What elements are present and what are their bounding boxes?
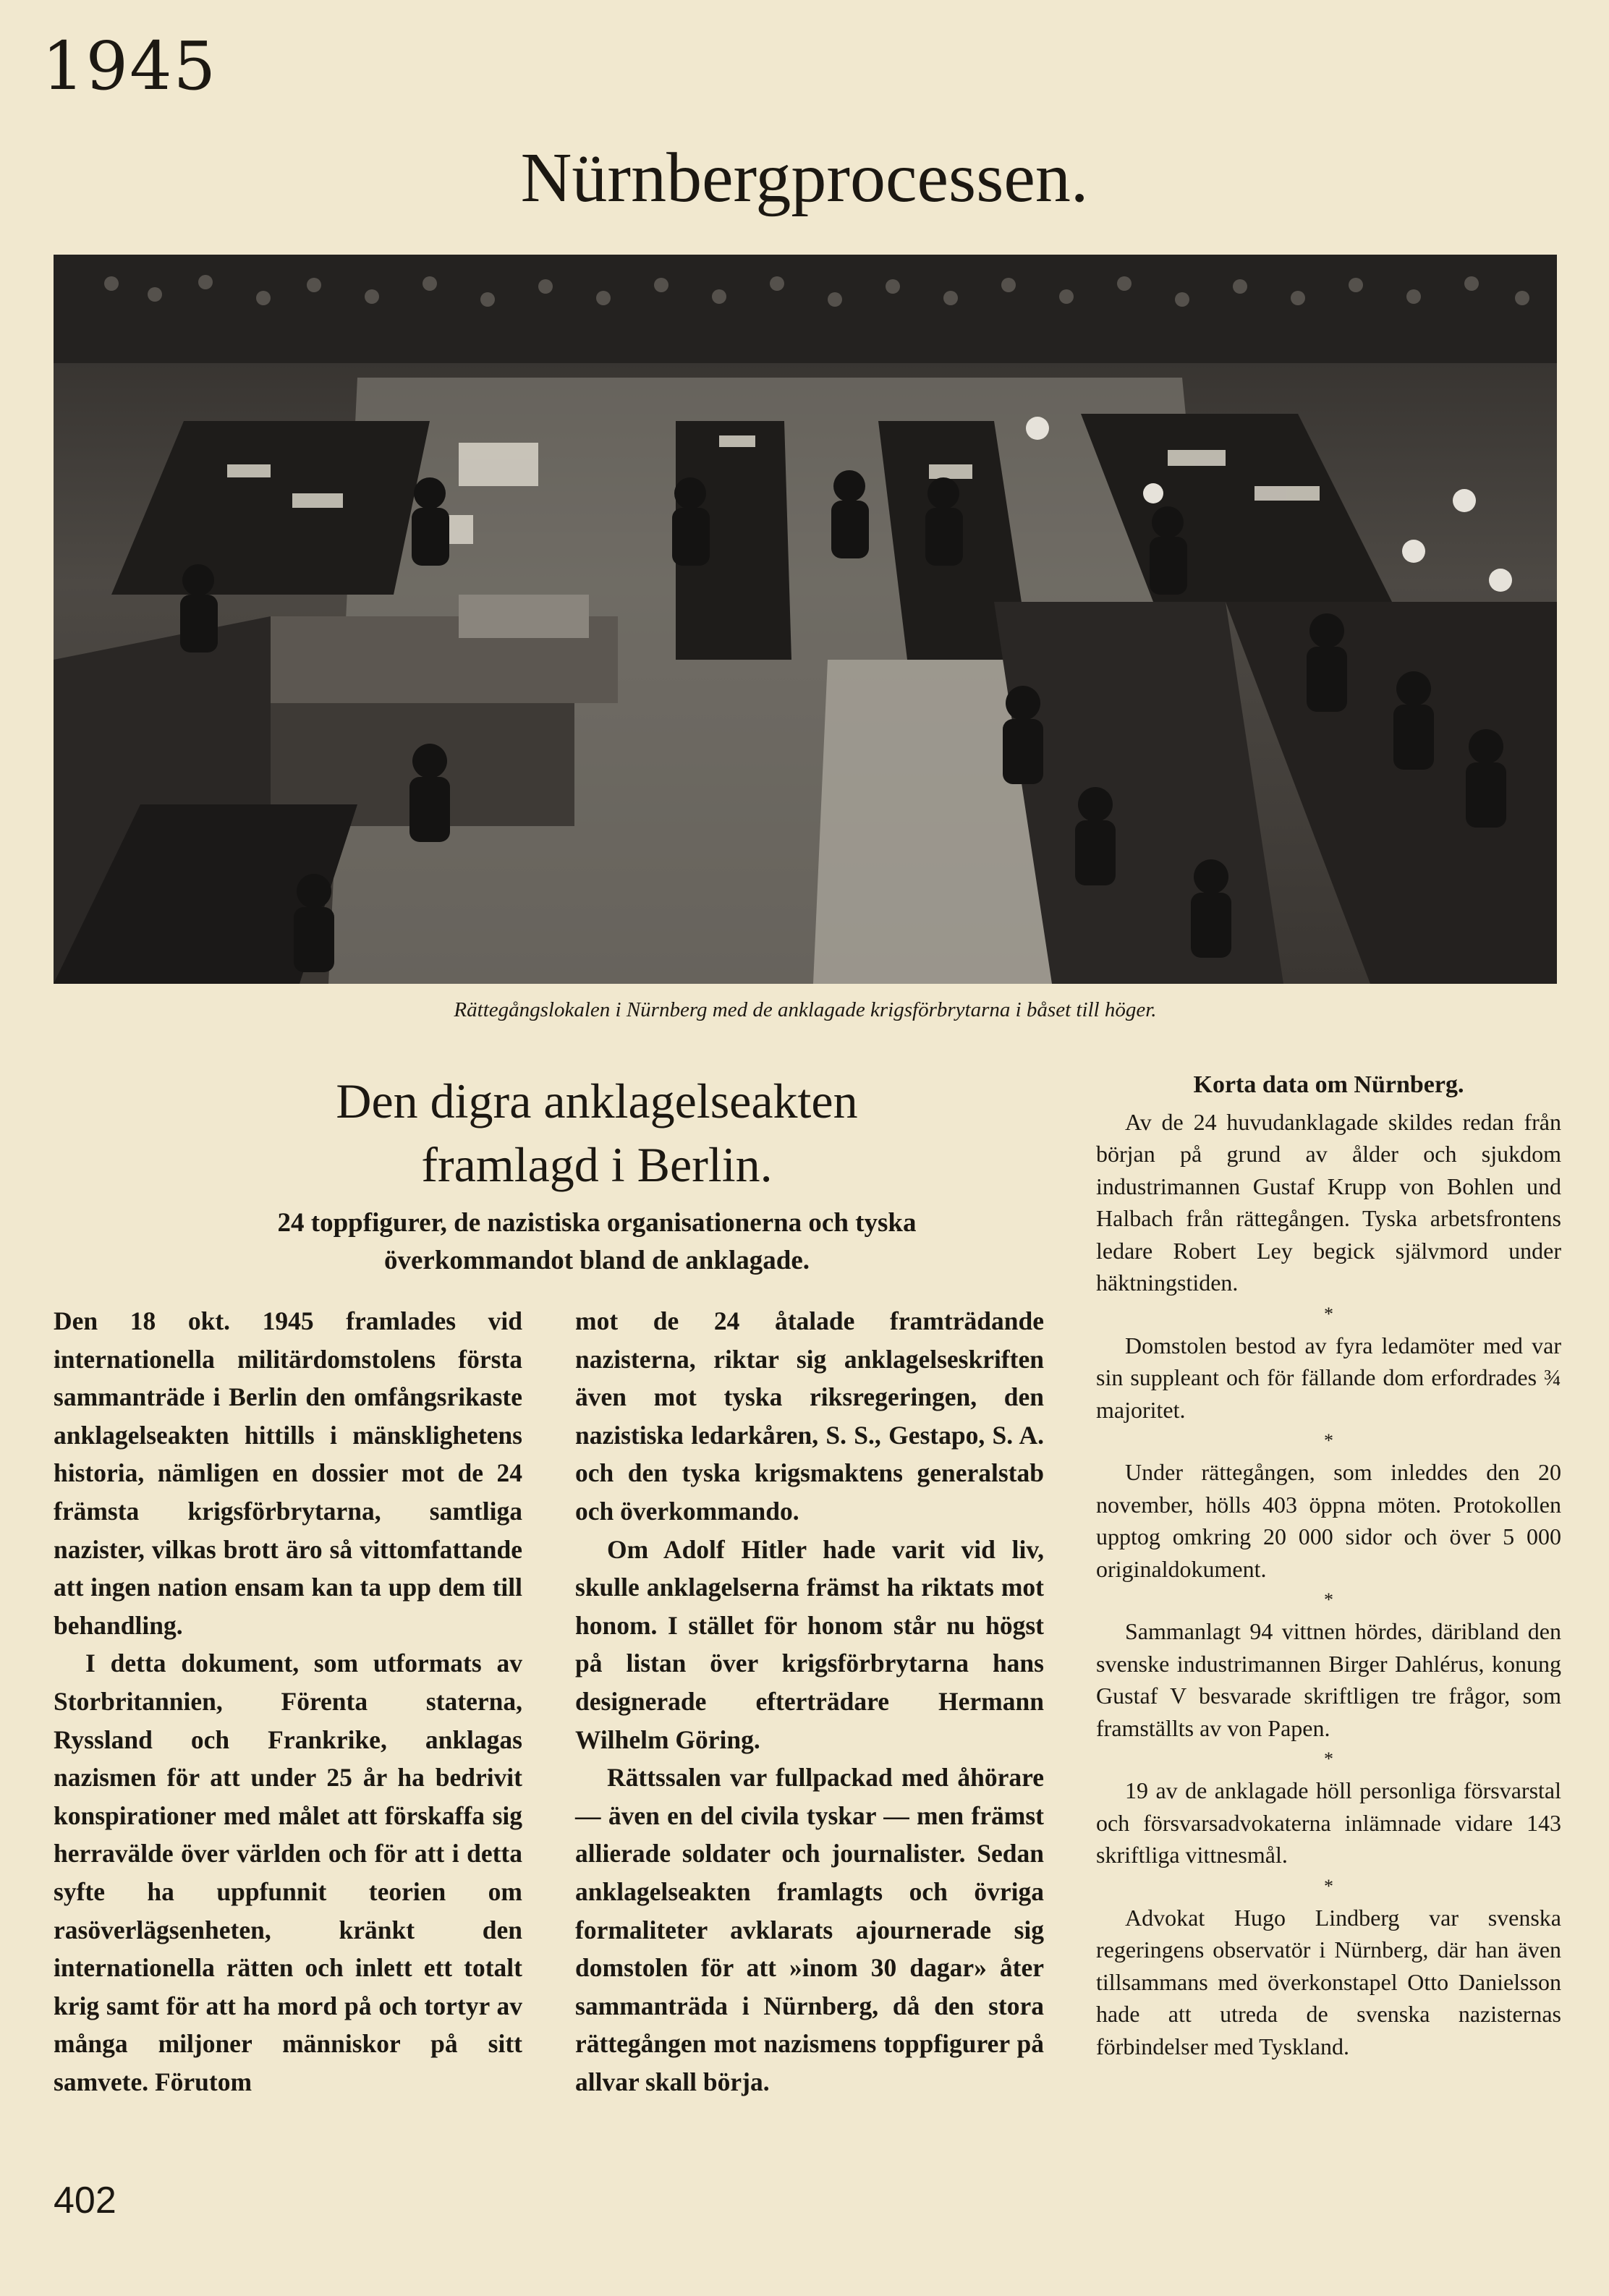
article-column-1 (54, 1302, 522, 2101)
sidebar-item: Sammanlagt 94 vittnen hördes, däribland den svenske industrimannen Birger Dahlérus, konung Gustaf V besvarade skriftligen tre frågor, som framställts av von Papen. (1096, 1618, 1561, 1741)
sidebar-item: Domstolen bestod av fyra ledamöter med var sin suppleant och för fällande dom erfordrades ¾ majoritet. (1096, 1332, 1561, 1423)
article-column-2 (575, 1302, 1044, 2101)
headline-line-2: framlagd i Berlin. (421, 1137, 773, 1192)
article-paragraph: Om Adolf Hitler hade varit vid liv, skulle anklagelserna främst ha riktats mot honom. I stället för honom står nu högst på listan över krigsförbrytarna hans designerade efterträdare Hermann Wilhelm Göring. (575, 1534, 1044, 1754)
article-paragraph: Rättssalen var fullpackad med åhörare — även en del civila tyskar — men främst allierade soldater och journalister. Sedan anklagelseakten framlagts och övriga formaliteter avklarats ajournerade sig domstolen för att »inom 30 dagar» åter sammanträda i Nürnberg, då den stora rättegången mot nazismens toppfigurer på allvar skall börja. (575, 1763, 1044, 2096)
courtroom-photo (54, 255, 1557, 984)
article-paragraph: mot de 24 åtalade framträdande nazisterna, riktar sig anklagelseskriften även mot tyska riksregeringen, den nazistiska ledarkåren, S. S., Gestapo, S. A. och den tyska krigsmaktens generalstab och överkommando. (575, 1306, 1044, 1526)
separator-star: * (1324, 1430, 1333, 1451)
article-paragraph: I detta dokument, som utformats av Storbritannien, Förenta staterna, Ryssland och Frankrike, anklagas nazismen för att under 25 år ha bedrivit konspirationer med målet att förskaffa sig herravälde över världen och för att i detta syfte ha uppfunnit teorien om rasöverlägsenheten, kränkt den internationella rätten och inlett ett totalt krig samt för att ha mord på och tortyr av många miljoner människor på sitt samvete. Förutom (54, 1649, 522, 2096)
headline-line-1: Den digra anklagelseakten (336, 1073, 858, 1128)
photo-caption: Rättegångslokalen i Nürnberg med de anklagade krigsförbrytarna i båset till höger. (454, 998, 1157, 1021)
separator-star: * (1324, 1303, 1333, 1325)
separator-star: * (1324, 1589, 1333, 1610)
subheadline-line-1: 24 toppfigurer, de nazistiska organisationerna och tyska (277, 1208, 917, 1238)
subheadline-line-2: överkommandot bland de anklagade. (384, 1246, 810, 1275)
separator-star: * (1324, 1748, 1333, 1769)
article-paragraph: Den 18 okt. 1945 framlades vid internationella militärdomstolens första sammanträde i Berlin den omfångsrikaste anklagelseakten hittills i mänsklighetens historia, nämligen en dossier mot de 24 främsta krigsförbrytarna, samtliga nazister, vilkas brott äro så vittomfattande att ingen nation ensam kan ta upp dem till behandling. (54, 1306, 522, 1640)
separator-star: * (1324, 1875, 1333, 1897)
sidebar-item: Under rättegången, som inleddes den 20 november, hölls 403 öppna möten. Protokollen upptog omkring 20 000 sidor och över 5 000 originaldokument. (1096, 1459, 1561, 1582)
facts-sidebar (1096, 1069, 1561, 2062)
year-heading: 1945 (42, 27, 218, 105)
article-headline (109, 1069, 1085, 1196)
sidebar-title: Korta data om Nürnberg. (1193, 1071, 1464, 1098)
page-number: 402 (54, 2180, 116, 2221)
sidebar-item: Advokat Hugo Lindberg var svenska regeringens observatör i Nürnberg, där han även tillsammans med överkonstapel Otto Danielsson hade att utreda de svenska nazisternas förbindelser med Tyskland. (1096, 1904, 1561, 2059)
sidebar-item: Av de 24 huvudanklagade skildes redan från början på grund av ålder och sjukdom industrimannen Gustaf Krupp von Bohlen und Halbach från rättegången. Tyska arbetsfrontens ledare Robert Ley begick självmord under häktningstiden. (1096, 1108, 1561, 1296)
sidebar-item: 19 av de anklagade höll personliga försvarstal och försvarsadvokaterna inlämnade vidare 143 skriftliga vittnesmål. (1096, 1777, 1561, 1868)
article-subheadline (109, 1204, 1085, 1280)
page-title: Nürnbergprocessen. (520, 139, 1089, 217)
